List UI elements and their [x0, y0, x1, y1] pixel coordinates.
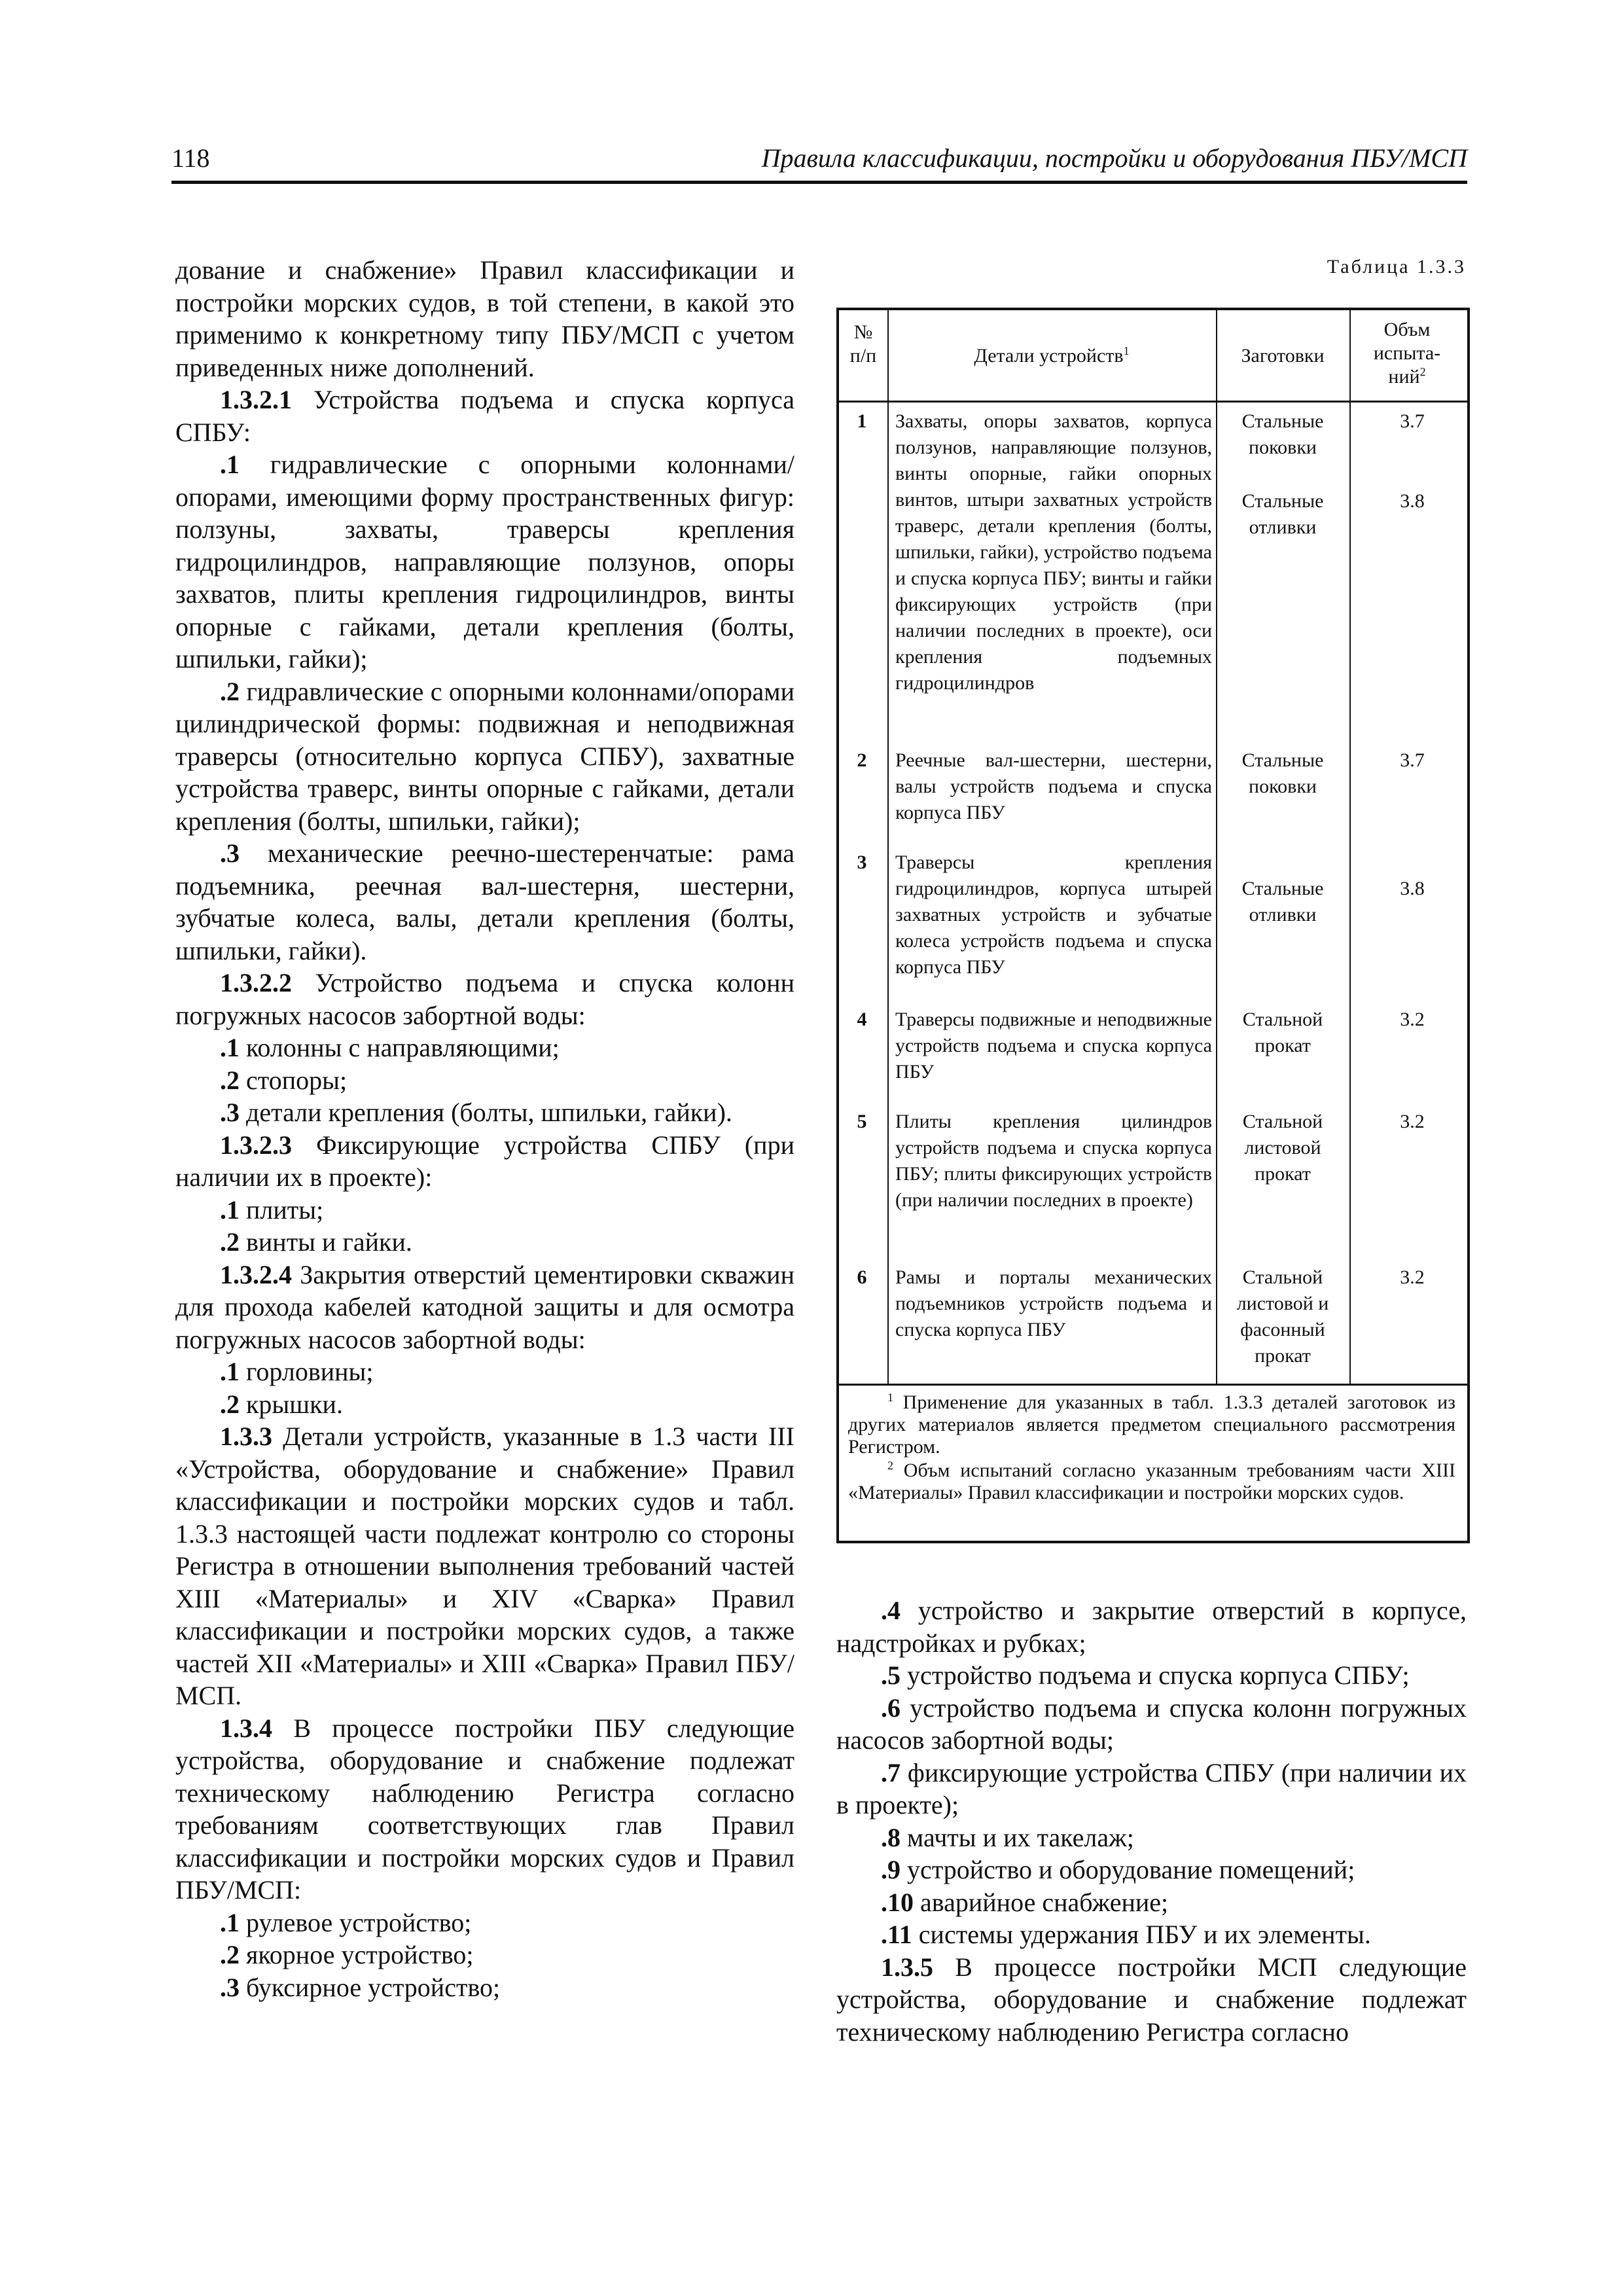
list-item: .3 буксирное устройство; [220, 1972, 501, 2002]
list-item: .5 устройство подъема и спуска корпуса СПБУ; [881, 1660, 1410, 1690]
row-scope: 3.7 [1400, 410, 1425, 432]
right-column [836, 1594, 1467, 2048]
list-item: .11 системы удержания ПБУ и их элементы. [881, 1920, 1371, 1949]
list-item: .1 плиты; [220, 1194, 324, 1225]
row-number: 2 [857, 749, 867, 771]
paragraph: 1.3.2.4 Закрытия отверстий цементировки скважин для прохода кабелей катодной защиты и для осмотра погружных насосов забортной воды: [175, 1259, 794, 1354]
row-number: 1 [857, 410, 867, 432]
header-details: Детали устройств$^1$ [974, 344, 1130, 367]
row-scope: 3.8 [1400, 878, 1425, 899]
row-blank: Стальной листовой прокат [1242, 1111, 1323, 1185]
list-item: .4 устройство и закрытие отверстий в корпусе, надстройках и рубках; [836, 1596, 1467, 1658]
row-scope: 3.2 [1400, 1009, 1425, 1030]
paragraph: 1.3.2.2 Устройство подъема и спуска колонн погружных насосов забортной воды: [175, 968, 794, 1030]
list-item: .6 устройство подъема и спуска колонн погружных насосов забортной воды; [836, 1693, 1467, 1755]
list-item: .3 механические реечно-шестеренчатые: рама подъемника, реечная вал-шестерня, шестерни, зубчатые колеса, валы, детали крепления (болты, шпильки, гайки). [175, 838, 794, 965]
row-scope: 3.7 [1400, 749, 1425, 771]
row-blank: Стальной листовой и фасонный прокат [1236, 1266, 1329, 1367]
paragraph: 1.3.4 В процессе постройки ПБУ следующие устройства, оборудование и снабжение подлежат техническому наблюдению Регистра согласно требованиям соответствующих глав Правил классификации и постройки морских судов и Правил ПБУ/МСП: [175, 1713, 794, 1905]
row-blank: Стальной прокат [1242, 1009, 1323, 1056]
table-1-3-3 [836, 308, 1470, 1543]
list-item: .9 устройство и оборудование помещений; [881, 1855, 1355, 1884]
row-blank: Стальные поковки [1241, 410, 1324, 458]
row-scope: 3.2 [1400, 1266, 1425, 1288]
list-item: .1 горловины; [220, 1357, 374, 1386]
header-blanks: Заготовки [1241, 345, 1325, 367]
paragraph: 1.3.2.1 Устройства подъема и спуска корпуса СПБУ: [175, 385, 794, 447]
list-item: .2 гидравлические с опорными колоннами/опорами цилиндрической формы: подвижная и неподвижная траверсы (относительно корпуса СПБУ), захватные устройства траверс, винты опорные с гайками, детали крепления (болты, шпильки, гайки); [175, 676, 794, 836]
paragraph: дование и снабжение» Правил классификации и постройки морских судов, в той степени, в какой это применимо к конкретному типу ПБУ/МСП с учетом приведенных ниже дополнений. [175, 255, 794, 382]
list-item: .2 якорное устройство; [220, 1940, 474, 1969]
page-number: 118 [171, 143, 210, 173]
footnote: $^2$ Объм испытаний согласно указанным требованиям части XIII «Материалы» Правил классификации и постройки морских судов. [848, 1459, 1455, 1503]
list-item: .1 колонны с направляющими; [220, 1033, 560, 1062]
row-details: Плиты крепления цилиндров устройств подъема и спуска корпуса ПБУ; плиты фиксирующих устройств (при наличии последних в проекте) [895, 1111, 1212, 1211]
list-item: .2 винты и гайки. [220, 1227, 412, 1257]
row-blank: Стальные поковки [1241, 749, 1324, 797]
running-title: Правила классификации, постройки и оборудования ПБУ/МСП [761, 143, 1467, 173]
paragraph: 1.3.5 В процессе постройки МСП следующие устройства, оборудование и снабжение подлежат техническому наблюдению Регистра согласно [836, 1952, 1467, 2047]
list-item: .2 стопоры; [220, 1065, 348, 1095]
paragraph: 1.3.2.3 Фиксирующие устройства СПБУ (при наличии их в проекте): [175, 1130, 794, 1192]
list-item: .7 фиксирующие устройства СПБУ (при наличии их в проекте); [836, 1757, 1467, 1820]
row-scope: 3.2 [1400, 1111, 1425, 1132]
list-item: .2 крышки. [220, 1389, 343, 1419]
table-caption: Таблица 1.3.3 [1327, 256, 1466, 278]
row-details: Траверсы подвижные и неподвижные устройств подъема и спуска корпуса ПБУ [895, 1009, 1212, 1083]
paragraph: 1.3.3 Детали устройств, указанные в 1.3 части III «Устройства, оборудование и снабжение» Правил классификации и постройки морских судов и табл. 1.3.3 настоящей части подлежат контролю со стороны Регистра в отношении выполнения требований частей XIII «Материалы» и XIV «Сварка» Правил классификации и постройки морских судов, а также частей XII «Материалы» и XIII «Сварка» Правил ПБУ/МСП. [175, 1422, 794, 1710]
row-number: 6 [857, 1266, 867, 1288]
row-blank: Стальные отливки [1241, 490, 1324, 538]
list-item: .10 аварийное снабжение; [881, 1887, 1169, 1917]
list-item: .1 рулевое устройство; [220, 1907, 472, 1937]
row-number: 5 [857, 1111, 867, 1132]
row-number: 4 [857, 1009, 867, 1030]
footnote: $^1$ Применение для указанных в табл. 1.3.3 деталей заготовок из других материалов является предметом специального рассмотрения Регистром. [848, 1391, 1455, 1458]
page-header [171, 143, 1467, 184]
left-column [175, 254, 794, 2003]
list-item: .3 детали крепления (болты, шпильки, гайки). [220, 1098, 732, 1127]
row-details: Реечные вал-шестерни, шестерни, валы устройств подъема и спуска корпуса ПБУ [895, 749, 1212, 823]
row-scope: 3.8 [1400, 490, 1425, 512]
list-item: .8 мачты и их такелаж; [881, 1822, 1134, 1852]
list-item: .1 гидравлические с опорными колоннами/опорами, имеющими форму пространственных фигур: ползуны, захваты, траверсы крепления гидроцилиндров, направляющие ползунов, опоры захватов, плиты крепления гидроцилиндров, винты опорные с гайками, детали крепления (болты, шпильки, гайки); [175, 450, 794, 673]
row-details: Захваты, опоры захватов, корпуса ползунов, направляющие ползунов, винты опорные, гайки опорных винтов, штыри захватных устройств траверс, детали крепления (болты, шпильки, гайки), устройство подъема и спуска корпуса ПБУ; винты и гайки фиксирующих устройств (при наличии последних в проекте), оси крепления подъемных гидроцилиндров [895, 410, 1212, 694]
header-scope: Объм испыта- ний$^2$ [1373, 319, 1441, 387]
row-details: Рамы и порталы механических подъемников устройств подъема и спуска корпуса ПБУ [895, 1266, 1212, 1340]
row-blank: Стальные отливки [1241, 878, 1324, 925]
row-number: 3 [857, 852, 867, 873]
row-details: Траверсы крепления гидроцилиндров, корпуса штырей захватных устройств и зубчатые колеса устройств подъема и спуска корпуса ПБУ [895, 852, 1212, 978]
header-num: № п/п [849, 321, 877, 367]
